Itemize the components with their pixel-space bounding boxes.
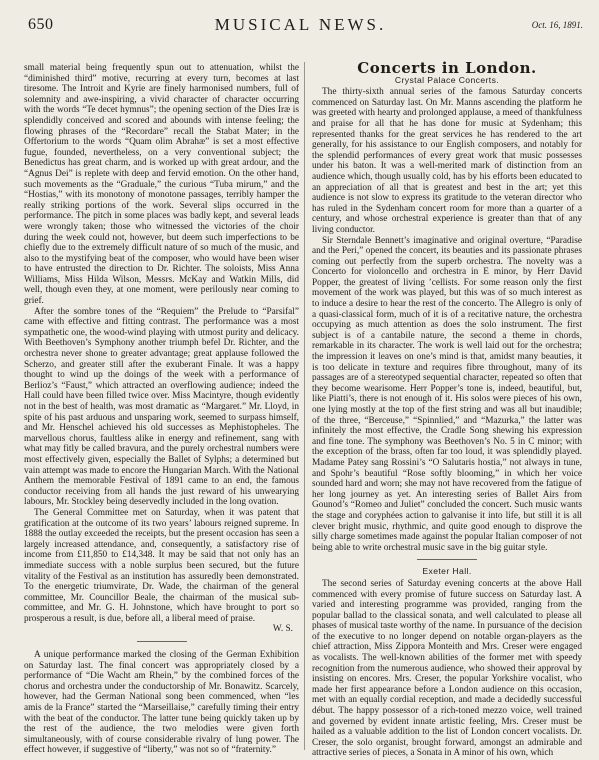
section-heading: Exeter Hall. — [422, 566, 472, 577]
signature: W. S. — [272, 624, 293, 635]
page-number: 650 — [28, 16, 54, 33]
paragraph: Sir Sterndale Bennett’s imaginative and original overture, “Paradise and the Peri,” opened the concert, its beauties and its passionate phrases coming out perfectly from the superb orchestra. The novelty was a Concerto for violoncello and orchestra in E minor, by Herr David Popper, the greatest of living ’cellists. For some reason only the first movement of the work was played, but this was of so much interest as to induce a desire to hear the rest of the concerto. The Allegro is only of a quasi-classical form, much of it is of a recitative nature, the orchestra occupying as much attention as does the solo instrument. The first subject is of a cantabile nature, the second a theme in chords, remarkable in its character. The work is well laid out for the orchestra; the impression it leaves on one’s mind is that, amidst many beauties, it is too delicate in texture and requires fibre throughout, many of its passages are of a stereotyped sequential character, repeated so often that they become wearisome. Herr Popper’s tone is, indeed, beautiful, but, like Piatti’s, there is not enough of it. His solos were pieces of his own, one lying mostly at the top of the first string and was all but inaudible; of the three, “Berceuse,” “Spinnlied,” and “Mazurka,” the latter was infinitely the most effective, the Cradle Song shewing his expression and fine tone. The symphony was Beethoven’s No. 5 in C minor; with the exception of the brass, often far too loud, it was splendidly played. Madame Patey sang Rossini’s “O Salutaris hostia,” not always in tune, and Spohr’s beautiful “Rose softly blooming,” in which her voice sounded hard and worn; she may not have recovered from the fatigue of her long journey as yet. An interesting series of Ballet Airs from Gounod’s “Romeo and Juliet” concluded the concert. Such music wants the stage and coryphées action to galvanise it into life, but still it is all clever bright music, rhythmic, and quite good enough to disprove the silly charge sometimes made against the popular Italian composer of not being able to write orchestral music save in the big guitar style. — [312, 235, 582, 553]
section-divider — [417, 559, 477, 560]
section-heading: Crystal Palace Concerts. — [394, 74, 500, 85]
right-column — [312, 59, 582, 759]
masthead: MUSICAL NEWS. — [214, 15, 387, 34]
paragraph: The thirty-sixth annual series of the famous Saturday concerts commenced on Saturday last. On Mr. Manns ascending the platform he was greeted with hearty and prolonged applause, a meed of thankfulness and praise for all that he has done for music at Sydenham; this represented thanks for the great services he has rendered to the art generally, for his assistance to our English composers, and notably for the splendid performances of every great work that music possesses under his baton. It was a well-merited mark of distinction from an audience which, though usually cold, has by his efforts been educated to an appreciation of all that is greatest and best in the art; yet this audience is not slow to express its gratitude to the veteran director who has ruled in the Sydenham concert room for more than a quarter of a century, and whose orchestral experience is greater than that of any living conductor. — [312, 87, 582, 235]
left-column — [24, 63, 299, 756]
paragraph: small material being frequently spun out to attenuation, whilst the “diminished third” motive, recurring at every turn, becomes at last tiresome. The Introit and Kyrie are finely harmonised numbers, full of solemnity and awe-inspiring, a vivid character of character occurring with the words “Te decet hymnus”; the opening section of the Dies Iræ is splendidly conceived and scored and abounds with intense feeling; the flowing phrases of the “Recordare” recall the Stabat Mater; in the Offertorium to the words “Quam olim Abrahæ” is set a most effective fugue, founded, nevertheless, on a very conventional subject; the Benedictus has great charm, and is worked up with great ardour, and the “Agnus Dei” is replete with deep and fervid emotion. On the other hand, such movements as the “Graduale,” the curious “Tuba mirum,” and the “Hostias,” with its monotony of monotone passages, terribly hamper the really striking portions of the work. Several slips occurred in the performance. The pitch in some places was badly kept, and several leads were wrongly taken; those who witnessed the victories of the choir during the week could not, however, but deem such imperfections to be chiefly due to the extremely difficult nature of so much of the music, and also to the mystifying beat of the composer, who would have been wiser to have entrusted the direction to Dr. Richter. The soloists, Miss Anna Williams, Miss Hilda Wilson, Messrs. McKay and Watkin Mills, did well, though even they, at one moment, were perilously near coming to grief. — [24, 63, 299, 307]
page-header — [12, 16, 589, 38]
issue-date: Oct. 16, 1891. — [531, 20, 583, 30]
section-divider — [137, 641, 187, 642]
paragraph: A unique performance marked the closing of the German Exhibition on Saturday last. The final concert was appropriately closed by a performance of “Die Wacht am Rhein,” by the combined forces of the chorus and orchestra under the conductorship of Mr. Bonawitz. Scarcely, however, had the German National song been commenced, when “les amis de la France” started the “Marseillaise,” carefully timing their entry with the beat of the conductor. The latter tune being quickly taken up by the rest of the audience, the two melodies were given forth simultaneously, with of course considerable rivalry of lung power. The effect however, if suggestive of “liberty,” was not so of “fraternity.” — [24, 650, 299, 756]
paragraph: The General Committee met on Saturday, when it was patent that gratification at the outcome of its two years’ labours reigned supreme. In 1888 the outlay exceeded the receipts, but the present occasion has seen a largely increased attendance, and, consequently, a satisfactory rise of income from £11,850 to £14,348. It may be said that not only has an immediate success with a noble surplus been secured, but the future vitality of the Festival as an institution has assuredly been demonstrated. To the energetic triumvirate, Dr. Wade, the chairman of the general committee, Mr. Councillor Beale, the chairman of the musical sub-committee, and Mr. G. H. Johnstone, which have brought to port so prosperous a result, is due, before all, a liberal meed of praise. — [24, 507, 299, 624]
paragraph: After the sombre tones of the “Requiem” the Prelude to “Parsifal” came with effective and fitting contrast. The performance was a most sympathetic one, the wood-wind playing with utmost purity and delicacy. With Beethoven’s Symphony another triumph befel Dr. Richter, and the orchestra never shone to greater advantage; great applause followed the Scherzo, and greater still after the exuberant Finale. It was a happy thought to wind up the doings of the week with a performance of Berlioz’s “Faust,” which attracted an overflowing audience; indeed the Hall could have been filled twice over. Miss Macintyre, though evidently not in the best of health, was most dramatic as “Margaret.” Mr. Lloyd, in spite of his past arduous and unsparing work, seemed to surpass himself, and Mr. Henschel achieved his old successes as Mephistopheles. The marvellous chorus, faultless alike in energy and refinement, sang with what may fitly be called bravura, and the purely orchestral numbers were most effectively given, especially the Ballet of Sylphs; a determined but vain attempt was made to encore the Hungarian March. With the National Anthem the memorable Festival of 1891 came to an end, the famous conductor receiving from all hands the just reward of his unwearying labours, Mr. Stockley being deservedly included in the long ovation. — [24, 306, 299, 508]
column-divider — [304, 62, 305, 750]
paragraph: The second series of Saturday evening concerts at the above Hall commenced with every promise of future success on Saturday last. A varied and interesting programme was provided, ranging from the popular ballad to the classical sonata, and well calculated to please all phases of musical taste worthy of the name. In pursuance of the decision of the executive to no longer depend on notable organ-players as the chief attraction, Miss Zippora Monteith and Mrs. Creser were engaged as vocalists. The well-known abilities of the former met with speedy recognition from the numerous audience, who showed their approval by insisting on encores. Mrs. Creser, the popular Yorkshire vocalist, who made her first appearance before a London audience on this occasion, met with an equally cordial reception, and made a decidedly successful début. The happy possessor of a rich-toned mezzo voice, well trained and governed by evident innate artistic feeling, Mrs. Creser must be hailed as a valuable addition to the list of London concert vocalists. Dr. Creser, the solo organist, brought forward, amongst an admirable and attractive series of pieces, a Sonata in A minor of his own, which — [312, 578, 582, 759]
article-title: Concerts in London. — [357, 59, 537, 77]
